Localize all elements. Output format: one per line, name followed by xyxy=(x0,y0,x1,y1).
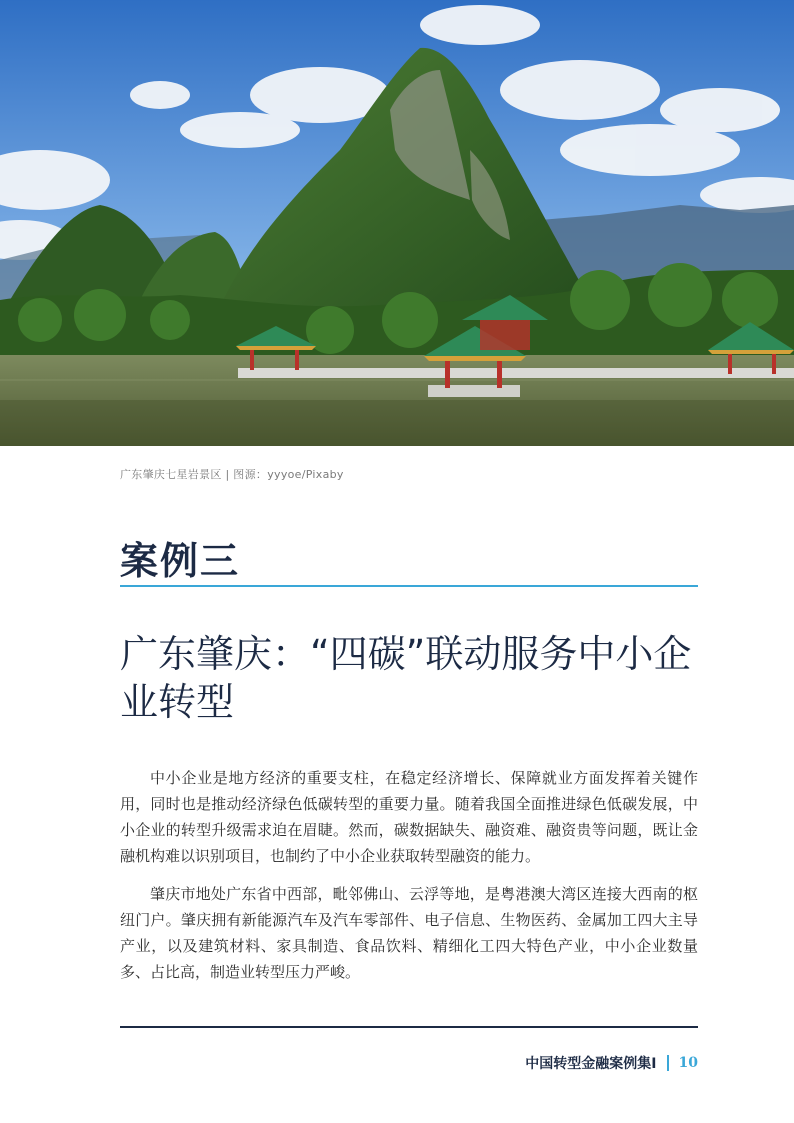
page-title: 广东肇庆：“四碳”联动服务中小企业转型 xyxy=(120,632,692,724)
landscape-photo xyxy=(0,0,794,446)
body-text xyxy=(120,765,698,997)
photo-caption: 广东肇庆七星岩景区 | 图源：yyyoe/Pixaby xyxy=(120,468,344,481)
footer-divider xyxy=(120,1026,698,1028)
page-number: 10 xyxy=(678,1055,698,1071)
footer-separator xyxy=(667,1055,669,1071)
paragraph: 肇庆市地处广东省中西部，毗邻佛山、云浮等地，是粤港澳大湾区连接大西南的枢纽门户。肇庆拥有新能源汽车及汽车零部件、电子信息、生物医药、金属加工四大主导产业，以及建筑材料、家具制造、食品饮料、精细化工四大特色产业，中小企业数量多、占比高，制造业转型压力严峻。 xyxy=(120,885,698,981)
publication-title: 中国转型金融案例集Ⅰ xyxy=(525,1056,657,1072)
landscape-illustration xyxy=(0,0,794,446)
case-divider xyxy=(120,585,698,587)
page-footer xyxy=(525,1053,698,1073)
paragraph: 中小企业是地方经济的重要支柱，在稳定经济增长、保障就业方面发挥着关键作用，同时也是推动经济绿色低碳转型的重要力量。随着我国全面推进绿色低碳发展，中小企业的转型升级需求迫在眉睫。然而，碳数据缺失、融资难、融资贵等问题，既让金融机构难以识别项目，也制约了中小企业获取转型融资的能力。 xyxy=(120,769,698,865)
case-label: 案例三 xyxy=(120,539,241,583)
